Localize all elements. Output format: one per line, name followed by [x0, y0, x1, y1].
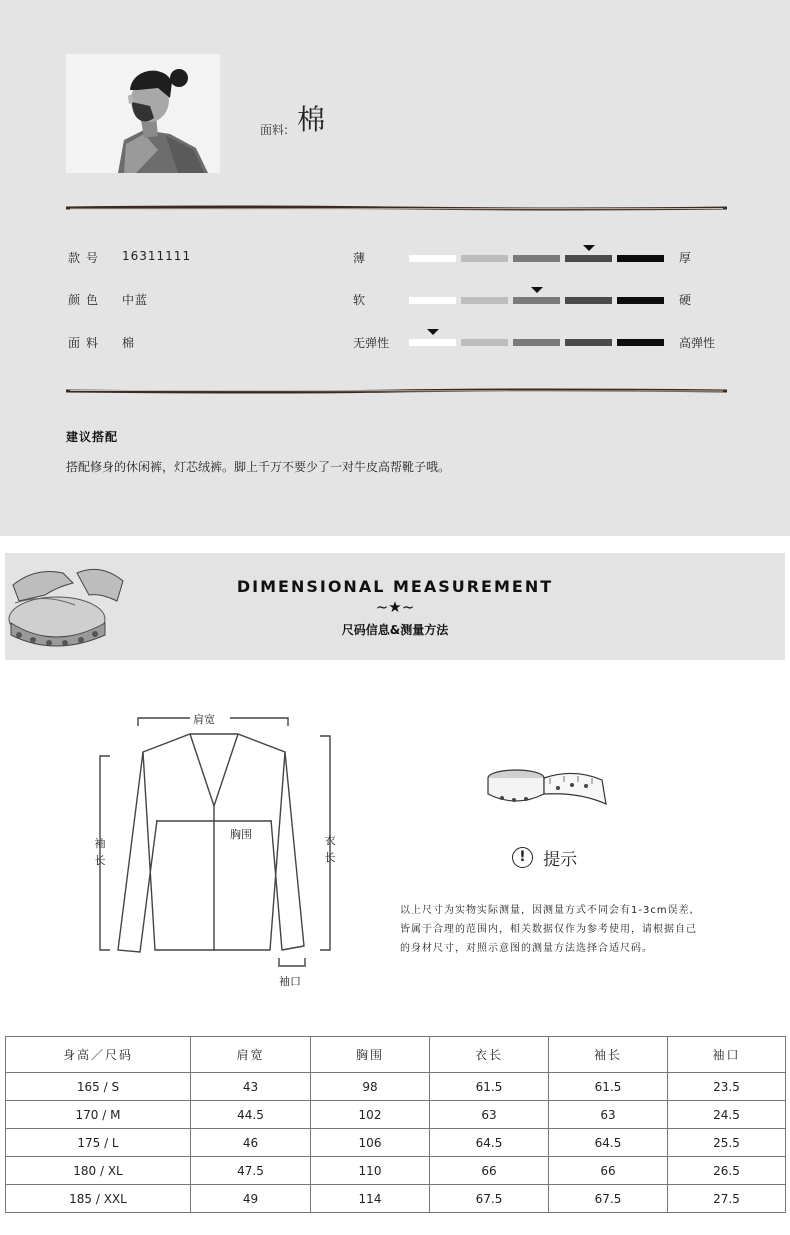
header-sleeve: 袖长 — [549, 1037, 668, 1073]
brush-divider-bottom — [66, 388, 727, 394]
table-cell: 26.5 — [668, 1157, 786, 1185]
exclamation-icon: ! — [512, 847, 533, 868]
hint-title: 提示 — [543, 850, 578, 870]
scale-marker-icon — [531, 287, 543, 293]
scale-step — [617, 297, 664, 304]
table-cell: 23.5 — [668, 1073, 786, 1101]
header-shoulder: 肩宽 — [191, 1037, 311, 1073]
table-cell: 66 — [549, 1157, 668, 1185]
table-cell: 106 — [311, 1129, 430, 1157]
label-body-length-char-2: 长 — [324, 851, 336, 864]
table-row — [6, 1073, 786, 1101]
hint-line-2: 皆属于合理的范围内，相关数据仅作为参考使用，请根据自己 — [400, 924, 697, 935]
table-cell: 67.5 — [430, 1185, 549, 1213]
table-cell: 49 — [191, 1185, 311, 1213]
table-row — [6, 1185, 786, 1213]
table-cell: 61.5 — [430, 1073, 549, 1101]
scale-marker-icon — [427, 329, 439, 335]
model-portrait-image — [66, 54, 220, 173]
table-cell: 110 — [311, 1157, 430, 1185]
spec-label-style-no: 款号 — [68, 251, 105, 265]
table-cell: 64.5 — [430, 1129, 549, 1157]
scale-step — [617, 339, 664, 346]
table-cell: 27.5 — [668, 1185, 786, 1213]
garment-measurement-diagram — [0, 700, 380, 1000]
table-cell: 66 — [430, 1157, 549, 1185]
brush-divider-top — [66, 205, 727, 211]
measuring-tape-icon — [484, 764, 614, 812]
banner-title: DIMENSIONAL MEASUREMENT — [236, 577, 554, 596]
fabric-header-label: 面料: — [260, 123, 289, 137]
scale-elasticity-left: 无弹性 — [353, 336, 390, 350]
measurement-banner — [5, 553, 785, 660]
banner-star-decoration: ~★~ — [375, 598, 415, 616]
header-length: 衣长 — [430, 1037, 549, 1073]
scale-thickness-right: 厚 — [679, 251, 692, 265]
table-cell: 185 / XXL — [6, 1185, 191, 1213]
table-cell: 67.5 — [549, 1185, 668, 1213]
table-cell: 63 — [549, 1101, 668, 1129]
table-cell: 175 / L — [6, 1129, 191, 1157]
scale-step — [565, 297, 612, 304]
product-info-panel — [0, 0, 790, 536]
advice-title: 建议搭配 — [66, 430, 119, 444]
table-cell: 44.5 — [191, 1101, 311, 1129]
spec-value-fabric: 棉 — [122, 336, 136, 350]
jacket-outline-drawing — [0, 700, 380, 1000]
scale-step — [617, 255, 664, 262]
scale-step — [461, 255, 508, 262]
label-body-length — [324, 832, 336, 866]
fabric-header — [260, 98, 325, 138]
table-cell: 180 / XL — [6, 1157, 191, 1185]
table-cell: 114 — [311, 1185, 430, 1213]
table-cell: 165 / S — [6, 1073, 191, 1101]
table-cell: 47.5 — [191, 1157, 311, 1185]
scale-step — [461, 339, 508, 346]
label-sleeve-length — [94, 835, 106, 869]
advice-text: 搭配修身的休闲裤，灯芯绒裤。脚上千万不要少了一对牛皮高帮靴子哦。 — [66, 460, 451, 474]
table-cell: 25.5 — [668, 1129, 786, 1157]
scale-step — [513, 297, 560, 304]
scale-step — [565, 339, 612, 346]
hint-line-1: 以上尺寸为实物实际测量，因测量方式不同会有1-3cm误差, — [400, 905, 694, 916]
scale-softness-left: 软 — [353, 293, 366, 307]
model-photo — [66, 54, 220, 173]
table-cell: 63 — [430, 1101, 549, 1129]
fabric-header-value: 棉 — [297, 103, 326, 136]
size-table — [5, 1036, 786, 1213]
table-cell: 43 — [191, 1073, 311, 1101]
header-height-size: 身高／尺码 — [6, 1037, 191, 1073]
scale-step — [513, 255, 560, 262]
header-chest: 胸围 — [311, 1037, 430, 1073]
spec-value-style-no: 16311111 — [122, 249, 192, 263]
table-cell: 64.5 — [549, 1129, 668, 1157]
spec-label-color: 颜色 — [68, 293, 105, 307]
banner-subtitle: 尺码信息&测量方法 — [341, 623, 449, 637]
label-cuff: 袖口 — [279, 975, 301, 988]
label-body-length-char-1: 衣 — [324, 834, 336, 847]
hint-line-3: 的身材尺寸，对照示意图的测量方法选择合适尺码。 — [400, 943, 653, 954]
scale-thickness-left: 薄 — [353, 251, 366, 265]
scale-marker-icon — [583, 245, 595, 251]
table-cell: 102 — [311, 1101, 430, 1129]
scale-softness-right: 硬 — [679, 293, 692, 307]
label-shoulder-width: 肩宽 — [193, 713, 215, 726]
scale-step — [565, 255, 612, 262]
table-cell: 170 / M — [6, 1101, 191, 1129]
table-cell: 98 — [311, 1073, 430, 1101]
header-cuff: 袖口 — [668, 1037, 786, 1073]
table-cell: 24.5 — [668, 1101, 786, 1129]
label-sleeve-length-char-2: 长 — [94, 854, 106, 867]
spec-value-color: 中蓝 — [122, 293, 149, 307]
table-cell: 61.5 — [549, 1073, 668, 1101]
size-table-header-row — [6, 1037, 786, 1073]
hint-heading — [512, 845, 577, 870]
scale-elasticity-right: 高弹性 — [679, 336, 716, 350]
table-row — [6, 1129, 786, 1157]
table-row — [6, 1101, 786, 1129]
label-sleeve-length-char-1: 袖 — [94, 837, 106, 850]
label-chest: 胸围 — [230, 828, 252, 841]
spec-label-fabric: 面料 — [68, 336, 105, 350]
scale-step — [409, 255, 456, 262]
table-cell: 46 — [191, 1129, 311, 1157]
scale-step — [513, 339, 560, 346]
table-row — [6, 1157, 786, 1185]
scale-step — [409, 297, 456, 304]
scale-step — [409, 339, 456, 346]
scale-step — [461, 297, 508, 304]
